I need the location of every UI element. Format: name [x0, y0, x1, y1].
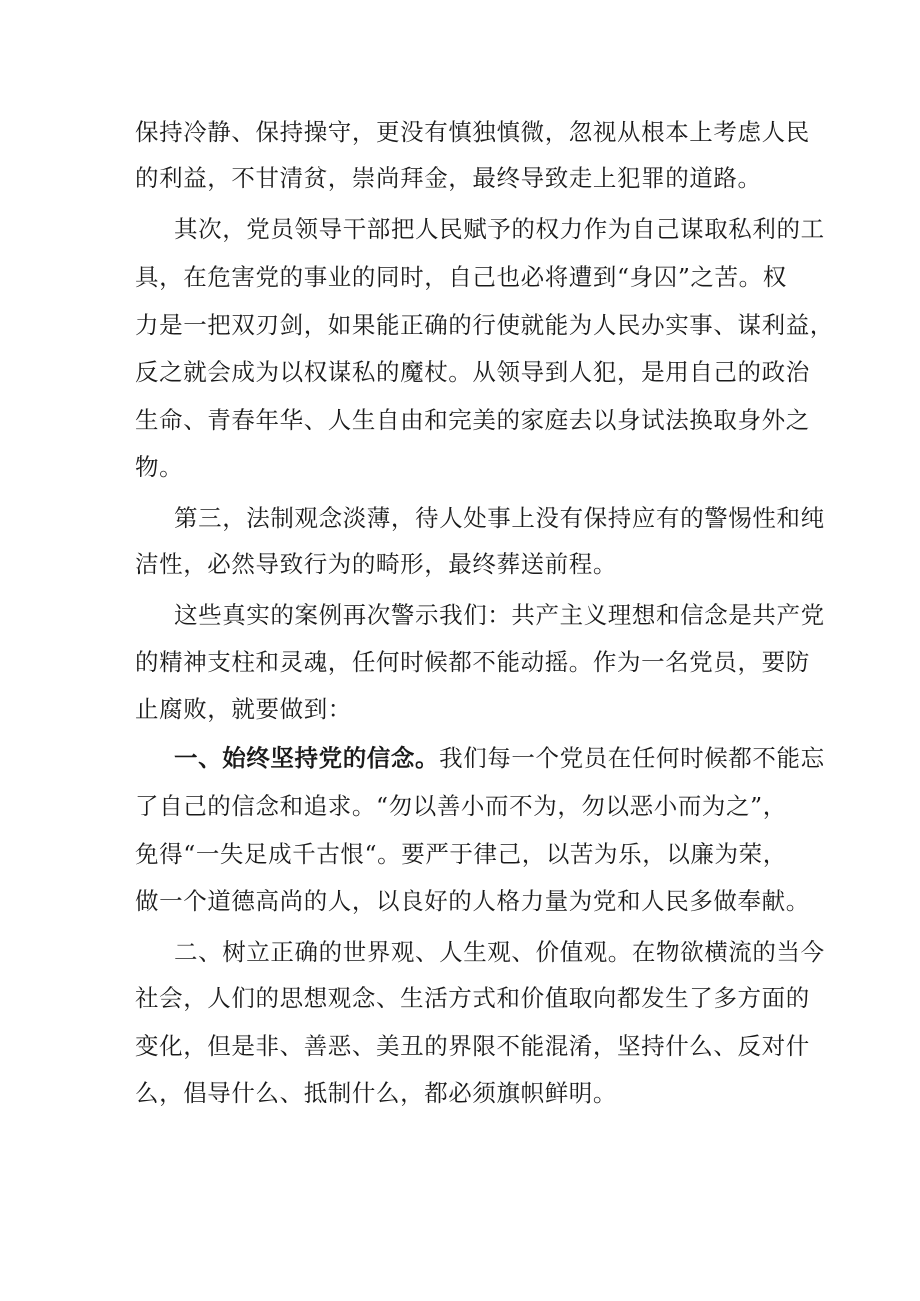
text-span: 我们每一个党员在任何时候都不能忘 [439, 744, 825, 772]
text-line: 保持冷静、保持操守，更没有慎独慎微，忽视从根本上考虑人民 [135, 118, 810, 146]
paragraph-start-line: 这些真实的案例再次警示我们：共产主义理想和信念是共产党 [174, 601, 825, 629]
text-line: 的精神支柱和灵魂，任何时候都不能动摇。作为一名党员，要防 [135, 648, 810, 676]
text-line: 具，在危害党的事业的同时，自己也必将遭到“身囚”之苦。权 [135, 263, 787, 291]
paragraph-start-line: 二、树立正确的世界观、人生观、价值观。在物欲横流的当今 [174, 938, 825, 966]
text-line: 的利益，不甘清贫，崇尚拜金，最终导致走上犯罪的道路。 [135, 164, 762, 192]
text-line: 免得“一失足成千古恨“。要严于律己，以苦为乐，以廉为荣， [135, 840, 787, 868]
text-line: 力是一把双刃剑，如果能正确的行使就能为人民办实事、谋利益， [135, 311, 834, 339]
text-line: 洁性，必然导致行为的畸形，最终葬送前程。 [135, 550, 617, 578]
paragraph-start-line [174, 743, 825, 773]
text-line: 止腐败，就要做到： [135, 695, 352, 723]
text-line: 了自己的信念和追求。“勿以善小而不为，勿以恶小而为之”， [135, 792, 787, 820]
paragraph-start-line: 其次，党员领导干部把人民赋予的权力作为自己谋取私利的工 [174, 215, 825, 243]
text-line: 反之就会成为以权谋私的魔杖。从领导到人犯，是用自己的政治 [135, 358, 810, 386]
text-line: 生命、青春年华、人生自由和完美的家庭去以身试法换取身外之 [135, 406, 810, 434]
paragraph-start-line: 第三，法制观念淡薄，待人处事上没有保持应有的警惕性和纯 [174, 504, 825, 532]
text-line: 做一个道德高尚的人，以良好的人格力量为党和人民多做奉献。 [135, 887, 810, 915]
bold-heading: 一、始终坚持党的信念。 [174, 744, 440, 772]
text-line: 么，倡导什么、抵制什么，都必须旗帜鲜明。 [135, 1079, 617, 1107]
text-line: 物。 [135, 453, 184, 481]
text-line: 变化，但是非、善恶、美丑的界限不能混淆，坚持什么、反对什 [135, 1032, 810, 1060]
text-line: 社会，人们的思想观念、生活方式和价值取向都发生了多方面的 [135, 984, 810, 1012]
